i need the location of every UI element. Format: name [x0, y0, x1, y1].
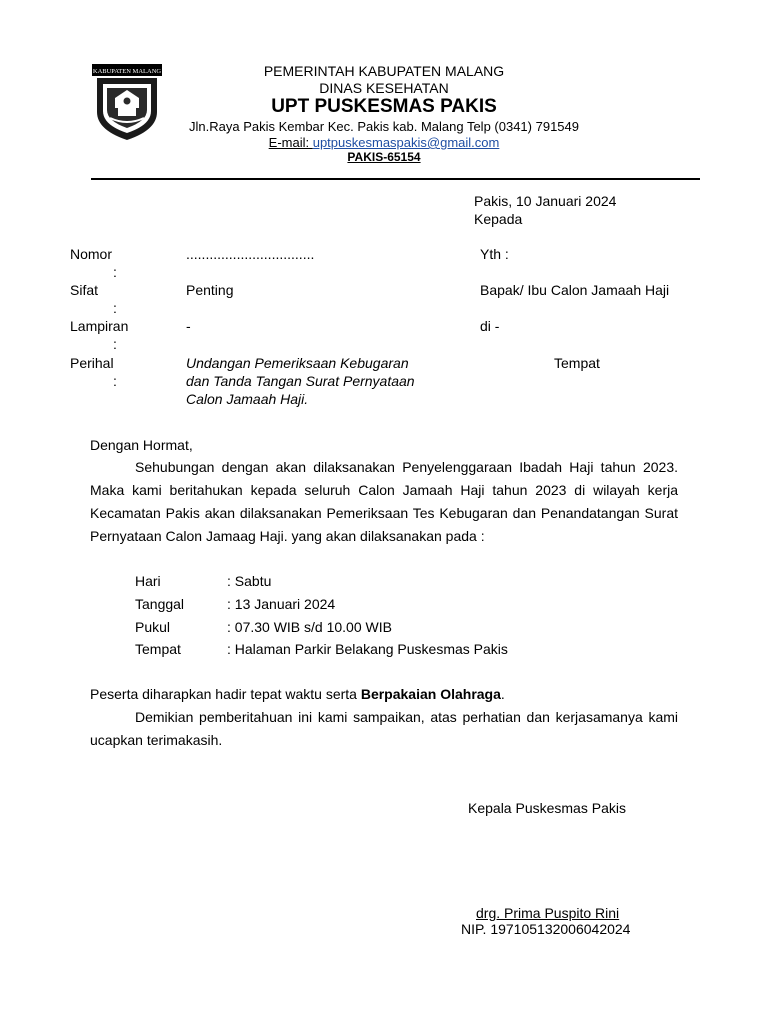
greeting: Dengan Hormat,	[90, 437, 193, 453]
p2-bold: Berpakaian Olahraga	[360, 686, 501, 702]
body-paragraph-3	[90, 706, 678, 752]
nomor-label: Nomor	[70, 246, 113, 262]
perihal-label: Perihal	[70, 355, 114, 371]
signature-name: drg. Prima Puspito Rini	[476, 905, 620, 921]
schedule-pukul-label: Pukul	[135, 619, 171, 635]
email-label: E-mail:	[268, 135, 313, 150]
header-email-line	[269, 135, 500, 151]
header-code: PAKIS-65154	[347, 150, 421, 164]
sifat-value: Penting	[186, 282, 234, 298]
schedule-tanggal-label: Tanggal	[135, 596, 185, 612]
recipient-name: Bapak/ Ibu Calon Jamaah Haji	[480, 282, 670, 298]
lampiran-colon: :	[113, 336, 117, 352]
perihal-line-3: Calon Jamaah Haji.	[186, 391, 309, 407]
sifat-label: Sifat	[70, 282, 99, 298]
sifat-colon: :	[113, 300, 117, 316]
schedule-pukul-value: : 07.30 WIB s/d 10.00 WIB	[227, 619, 392, 635]
header-title: UPT PUSKESMAS PAKIS	[271, 96, 497, 117]
p2-prefix: Peserta diharapkan hadir tepat waktu serta	[90, 686, 361, 702]
nomor-colon: :	[113, 264, 117, 280]
nomor-value: .................................	[186, 246, 315, 262]
body-paragraph-1-text: Sehubungan dengan akan dilaksanakan Penyelenggaraan Ibadah Haji tahun 2023. Maka kami beritahukan kepada seluruh Calon Jamaah Haji tahun 2023 di wilayah kerja Kecamatan Pakis akan dilaksanakan Pemeriksaan Tes Kebugaran dan Penandatangan Surat Pernyataan Calon Jamaag Haji. yang akan dilaksanakan pada :	[90, 459, 678, 544]
schedule-hari-label: Hari	[135, 573, 161, 589]
perihal-colon: :	[113, 373, 117, 389]
recipient-tempat: Tempat	[554, 355, 600, 371]
place-date: Pakis, 10 Januari 2024	[474, 193, 617, 209]
header-address: Jln.Raya Pakis Kembar Kec. Pakis kab. Malang Telp (0341) 791549	[189, 119, 579, 134]
body-paragraph-3-text: Demikian pemberitahuan ini kami sampaikan, atas perhatian dan kerjasamanya kami ucapkan terimakasih.	[90, 709, 678, 748]
recipient-di: di -	[480, 318, 500, 334]
p2-suffix: .	[500, 686, 505, 702]
lampiran-label: Lampiran	[70, 318, 129, 334]
regency-logo	[92, 64, 162, 142]
kepada-label: Kepada	[474, 211, 523, 227]
signature-nip: NIP. 197105132006042024	[461, 921, 631, 937]
perihal-line-1: Undangan Pemeriksaan Kebugaran	[186, 355, 409, 371]
schedule-tempat-value: : Halaman Parkir Belakang Puskesmas Pakis	[227, 641, 508, 657]
body-paragraph-2	[90, 683, 678, 706]
schedule-hari-value: : Sabtu	[227, 573, 272, 589]
email-link[interactable]: uptpuskesmaspakis@gmail.com	[312, 135, 500, 150]
logo-text: KABUPATEN MALANG	[92, 68, 162, 75]
schedule-tanggal-value: : 13 Januari 2024	[227, 596, 336, 612]
schedule-tempat-label: Tempat	[135, 641, 181, 657]
header-divider	[91, 178, 700, 180]
perihal-line-2: dan Tanda Tangan Surat Pernyataan	[186, 373, 415, 389]
header-government: PEMERINTAH KABUPATEN MALANG	[263, 63, 505, 79]
recipient-yth: Yth :	[480, 246, 509, 262]
signature-title: Kepala Puskesmas Pakis	[468, 800, 626, 816]
lampiran-value: -	[186, 318, 191, 334]
body-paragraph-1	[90, 456, 678, 548]
header-department: DINAS KESEHATAN	[319, 80, 449, 96]
